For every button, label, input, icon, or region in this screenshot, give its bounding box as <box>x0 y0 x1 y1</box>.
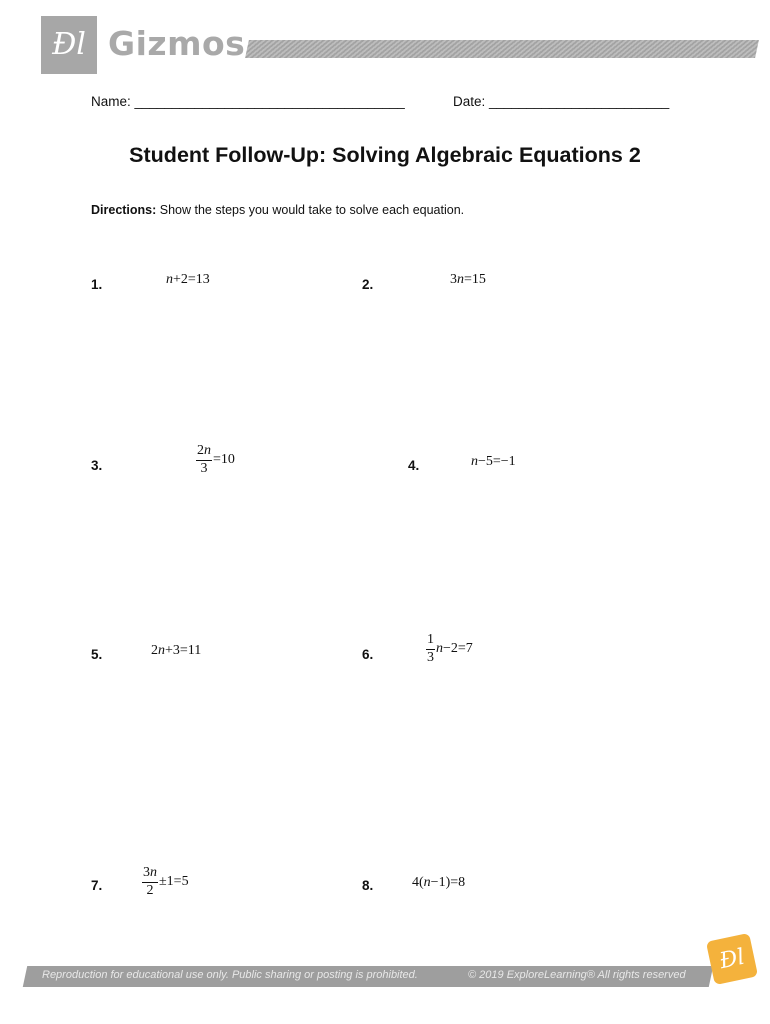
footer-logo-glyph: Ɖl <box>717 944 747 974</box>
problem-5-number: 5. <box>91 647 103 662</box>
fraction: $\frac{2n}{3}$ <box>197 443 211 476</box>
brand-title: Gizmos <box>108 24 246 63</box>
problem-3-equation: $\frac{2n}{3}$ =10 <box>197 443 235 476</box>
problem-5-equation: 2 n +3=11 <box>151 643 202 658</box>
header-stripe <box>245 40 759 58</box>
page-title: Student Follow-Up: Solving Algebraic Equations 2 <box>129 143 641 167</box>
problem-8-number: 8. <box>362 878 374 893</box>
logo-glyph: Ɖl <box>52 27 86 62</box>
problem-2-number: 2. <box>362 277 374 292</box>
fraction: $\frac{3n}{2}$ <box>143 865 157 898</box>
directions-label: Directions: <box>91 203 157 217</box>
problem-2-equation: 3 n =15 <box>450 272 486 287</box>
problem-3-number: 3. <box>91 458 103 473</box>
problem-1-equation: n +2=13 <box>166 272 210 287</box>
date-field[interactable]: Date: ________________________ <box>453 94 670 109</box>
footer-notice: Reproduction for educational use only. Public sharing or posting is prohibited. <box>42 969 418 981</box>
problem-6-number: 6. <box>362 647 374 662</box>
directions-text: Show the steps you would take to solve each equation. <box>156 203 465 217</box>
footer-logo <box>706 933 758 985</box>
directions <box>91 203 464 217</box>
problem-6-equation: $\frac{1}{3}$ n −2=7 <box>427 632 473 665</box>
fraction: $\frac{1}{3}$ <box>427 632 434 665</box>
problem-7-number: 7. <box>91 878 103 893</box>
name-field[interactable]: Name: ____________________________________ <box>91 94 405 109</box>
problem-1-number: 1. <box>91 277 103 292</box>
explorelearning-logo <box>41 16 97 74</box>
problem-4-number: 4. <box>408 458 420 473</box>
footer-copyright: © 2019 ExploreLearning® All rights reserved <box>468 969 686 981</box>
problem-7-equation: $\frac{3n}{2}$ ±1=5 <box>143 865 189 898</box>
problem-8-equation: 4( n −1)=8 <box>412 875 466 890</box>
problem-4-equation: n −5=−1 <box>471 454 516 469</box>
